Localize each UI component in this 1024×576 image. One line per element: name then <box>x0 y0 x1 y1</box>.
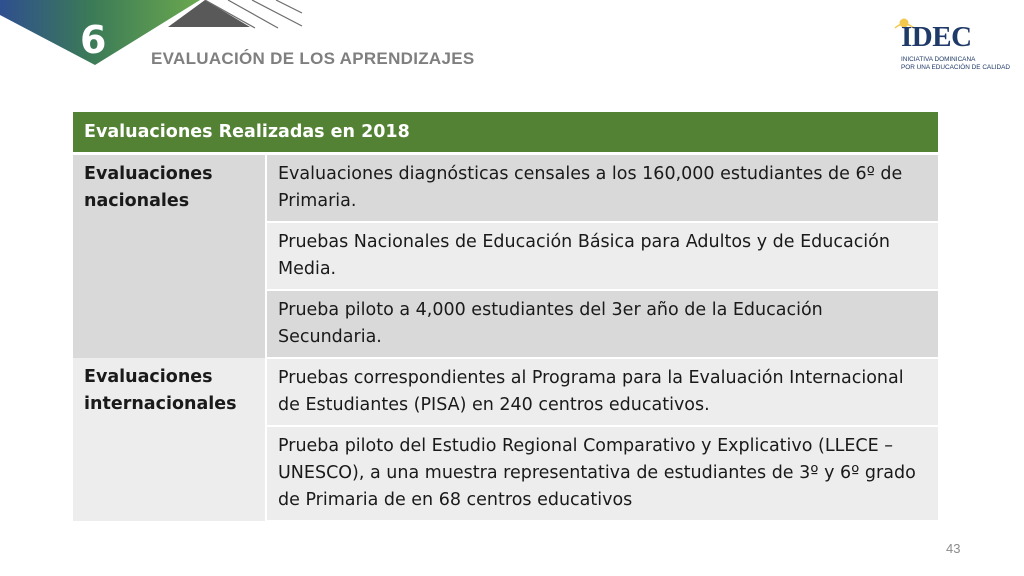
table-header-row <box>73 112 938 154</box>
logo-subtitle-line1: INICIATIVA DOMINICANA <box>901 56 976 63</box>
table-header: Evaluaciones Realizadas en 2018 <box>73 112 938 154</box>
table-cell: Pruebas correspondientes al Programa para la Evaluación Internacional de Estudiantes (PISA) en 240 centros educativos. <box>266 358 938 426</box>
section-title: EVALUACIÓN DE LOS APRENDIZAJES <box>151 49 475 68</box>
logo-subtitle <box>901 56 1010 72</box>
page-number: 43 <box>946 541 961 556</box>
logo-subtitle-line2: POR UNA EDUCACIÓN DE CALIDAD <box>901 64 1011 71</box>
table-cell: Evaluaciones diagnósticas censales a los 160,000 estudiantes de 6º de Primaria. <box>266 154 938 223</box>
category-international: Evaluaciones internacionales <box>73 358 266 521</box>
section-number: 6 <box>80 18 107 62</box>
evaluations-table <box>73 112 938 522</box>
table-cell: Pruebas Nacionales de Educación Básica para Adultos y de Educación Media. <box>266 222 938 290</box>
table-row <box>73 154 938 223</box>
table-cell: Prueba piloto del Estudio Regional Comparativo y Explicativo (LLECE – UNESCO), a una muestra representativa de estudiantes de 3º y 6º grado de Primaria de en 68 centros educativos <box>266 426 938 521</box>
logo-wordmark: IDEC <box>901 21 972 53</box>
table-cell: Prueba piloto a 4,000 estudiantes del 3er año de la Educación Secundaria. <box>266 290 938 358</box>
idec-logo <box>888 16 1013 76</box>
category-national: Evaluaciones nacionales <box>73 154 266 359</box>
table-row <box>73 358 938 426</box>
